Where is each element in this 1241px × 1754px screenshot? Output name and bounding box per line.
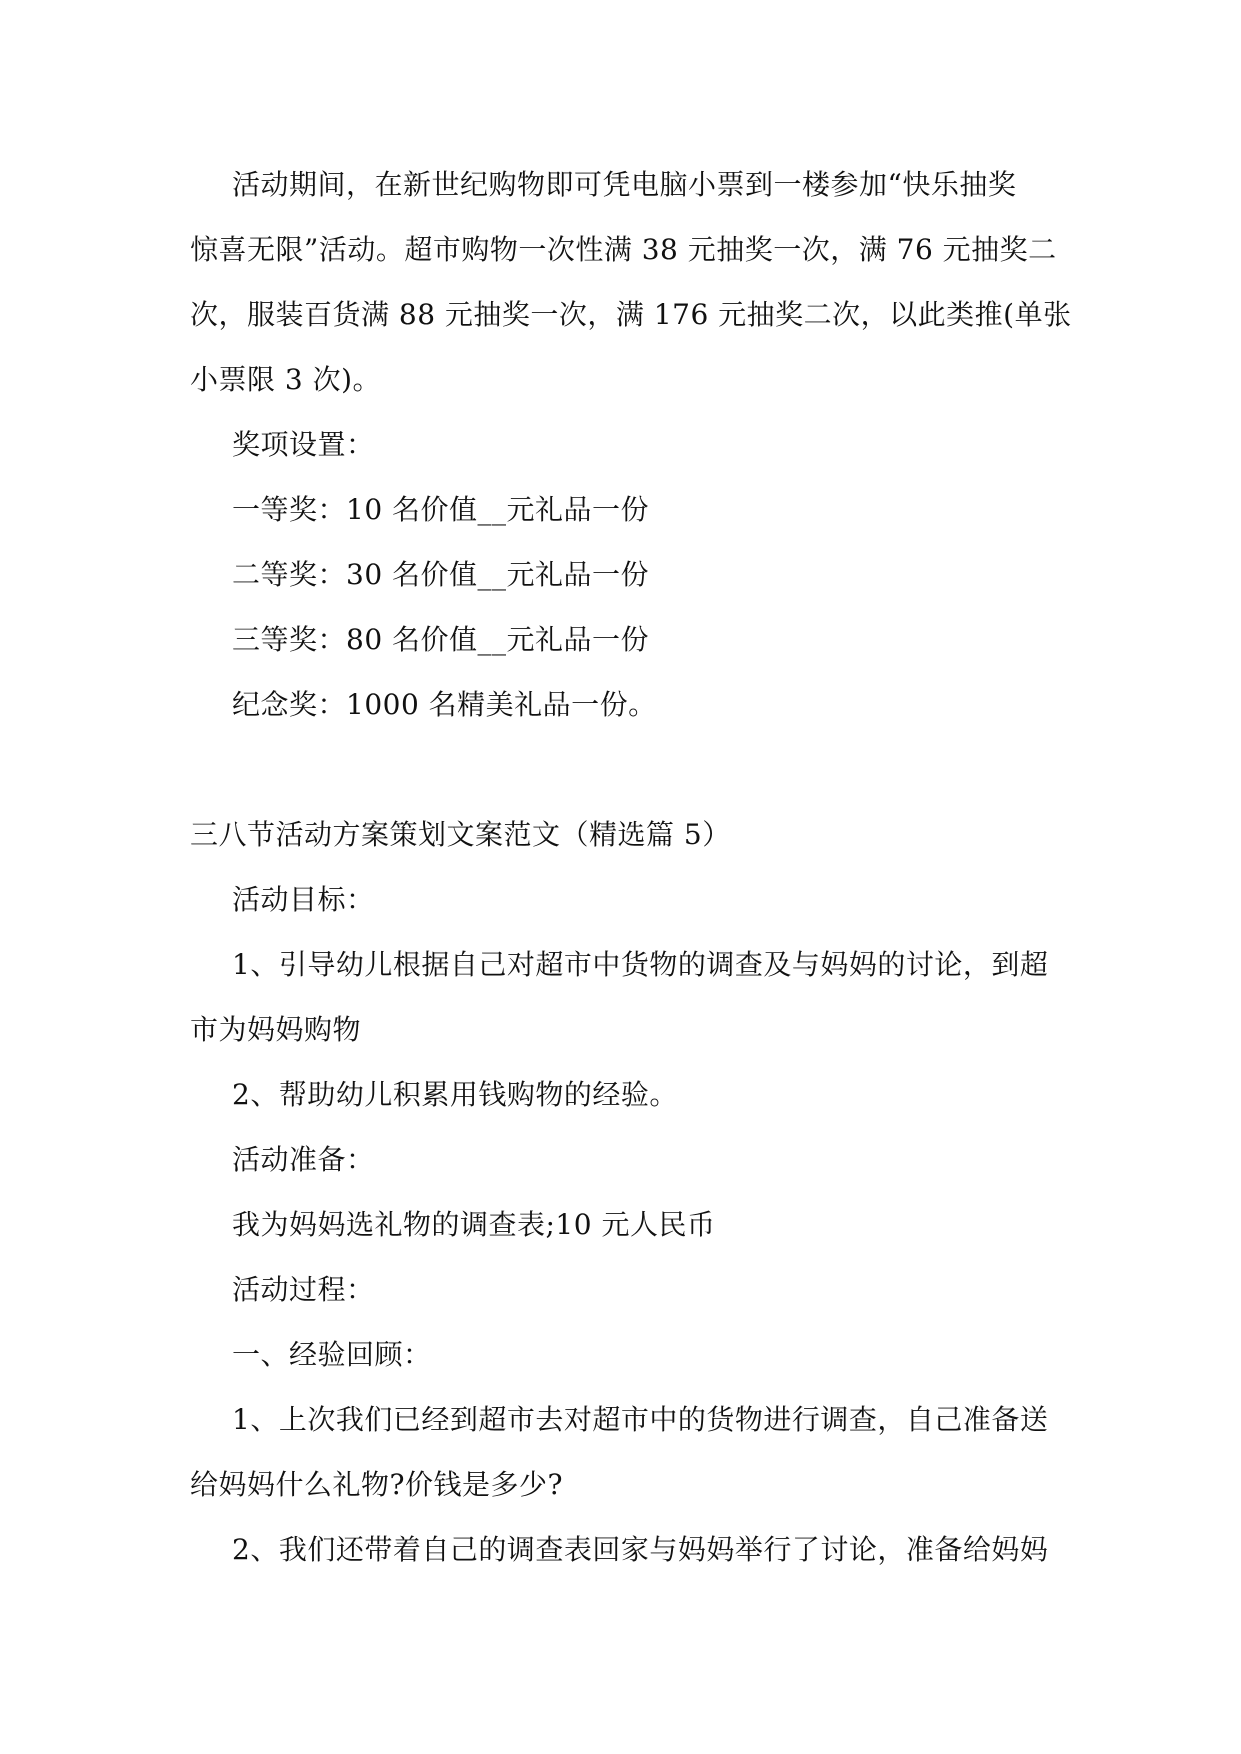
paragraph-line: 1、上次我们已经到超市去对超市中的货物进行调查，自己准备送 <box>232 1403 1049 1436</box>
paragraph-line: 奖项设置： <box>232 428 375 461</box>
paragraph-line: 2、帮助幼儿积累用钱购物的经验。 <box>232 1078 678 1111</box>
paragraph-line: 一、经验回顾： <box>232 1338 432 1371</box>
prize-line: 一等奖：10 名价值__元礼品一份 <box>232 493 650 526</box>
paragraph-line: 惊喜无限”活动。超市购物一次性满 38 元抽奖一次，满 76 元抽奖二 <box>190 233 1057 266</box>
prize-line: 二等奖：30 名价值__元礼品一份 <box>232 558 650 591</box>
paragraph-line: 活动期间，在新世纪购物即可凭电脑小票到一楼参加“快乐抽奖 <box>232 168 1017 201</box>
paragraph-line: 市为妈妈购物 <box>190 1013 362 1046</box>
paragraph-line: 小票限 3 次)。 <box>190 363 382 396</box>
prize-line: 三等奖：80 名价值__元礼品一份 <box>232 623 650 656</box>
paragraph-line: 活动目标： <box>232 883 375 916</box>
paragraph-line: 次，服装百货满 88 元抽奖一次，满 176 元抽奖二次，以此类推(单张 <box>190 298 1072 331</box>
paragraph-line: 给妈妈什么礼物?价钱是多少? <box>190 1468 564 1501</box>
section-heading: 三八节活动方案策划文案范文（精选篇 5） <box>190 818 731 851</box>
prize-line: 纪念奖：1000 名精美礼品一份。 <box>232 688 657 721</box>
paragraph-line: 我为妈妈选礼物的调查表;10 元人民币 <box>232 1208 716 1241</box>
paragraph-line: 2、我们还带着自己的调查表回家与妈妈举行了讨论，准备给妈妈 <box>232 1533 1049 1566</box>
paragraph-line: 1、引导幼儿根据自己对超市中货物的调查及与妈妈的讨论，到超 <box>232 948 1049 981</box>
paragraph-line: 活动准备： <box>232 1143 375 1176</box>
paragraph-line: 活动过程： <box>232 1273 375 1306</box>
